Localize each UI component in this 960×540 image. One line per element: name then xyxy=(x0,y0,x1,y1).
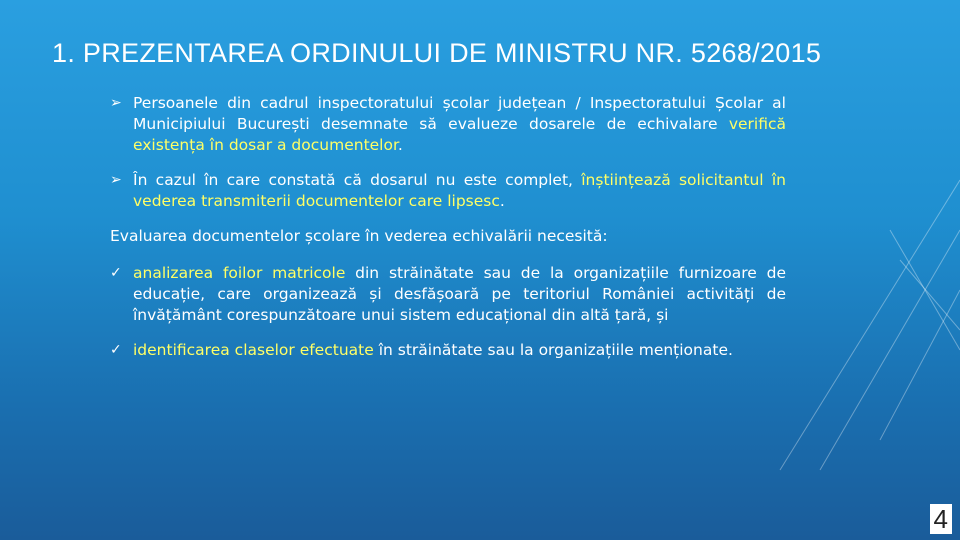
checkmark-icon: ✓ xyxy=(110,265,122,281)
checkmark-icon: ✓ xyxy=(110,342,122,358)
slide-content xyxy=(110,93,786,375)
highlighted-text: analizarea foilor matricole xyxy=(133,264,346,282)
slide-title: 1. PREZENTAREA ORDINULUI DE MINISTRU NR. 5268/2015 xyxy=(52,38,822,68)
paragraph: Evaluarea documentelor școlare în vederea echivalării necesită: xyxy=(110,227,608,245)
arrow-bullet-icon: ➢ xyxy=(110,172,122,188)
slide-number: 4 xyxy=(930,504,952,534)
bullet-item xyxy=(110,93,786,156)
check-item xyxy=(110,263,786,326)
highlighted-text: identificarea claselor efectuate xyxy=(133,341,374,359)
bullet-text-end: . xyxy=(397,136,403,154)
arrow-bullet-icon: ➢ xyxy=(110,95,122,111)
bullet-text-end: . xyxy=(499,192,505,210)
bullet-item xyxy=(110,170,786,212)
bullet-text: Persoanele din cadrul inspectoratului școlar județean / Inspectoratului Școlar al Municipiului București desemnate să evalueze dosarele de echivalare xyxy=(133,94,786,133)
highlighted-text: înștiințează solicitantul în vederea transmiterii documentelor care lipsesc xyxy=(133,171,786,210)
bullet-text: În cazul în care constată că dosarul nu este complet, xyxy=(133,171,582,189)
highlighted-text: verifică existența în dosar a documentelor xyxy=(133,115,786,154)
check-item xyxy=(110,340,786,361)
check-text: din străinătate sau de la organizațiile furnizoare de educație, care organizează și desfășoară pe teritoriul României activități de învățământ corespunzătoare unui sistem educațional din altă țară, și xyxy=(133,264,786,324)
check-text: în străinătate sau la organizațiile menționate. xyxy=(373,341,733,359)
